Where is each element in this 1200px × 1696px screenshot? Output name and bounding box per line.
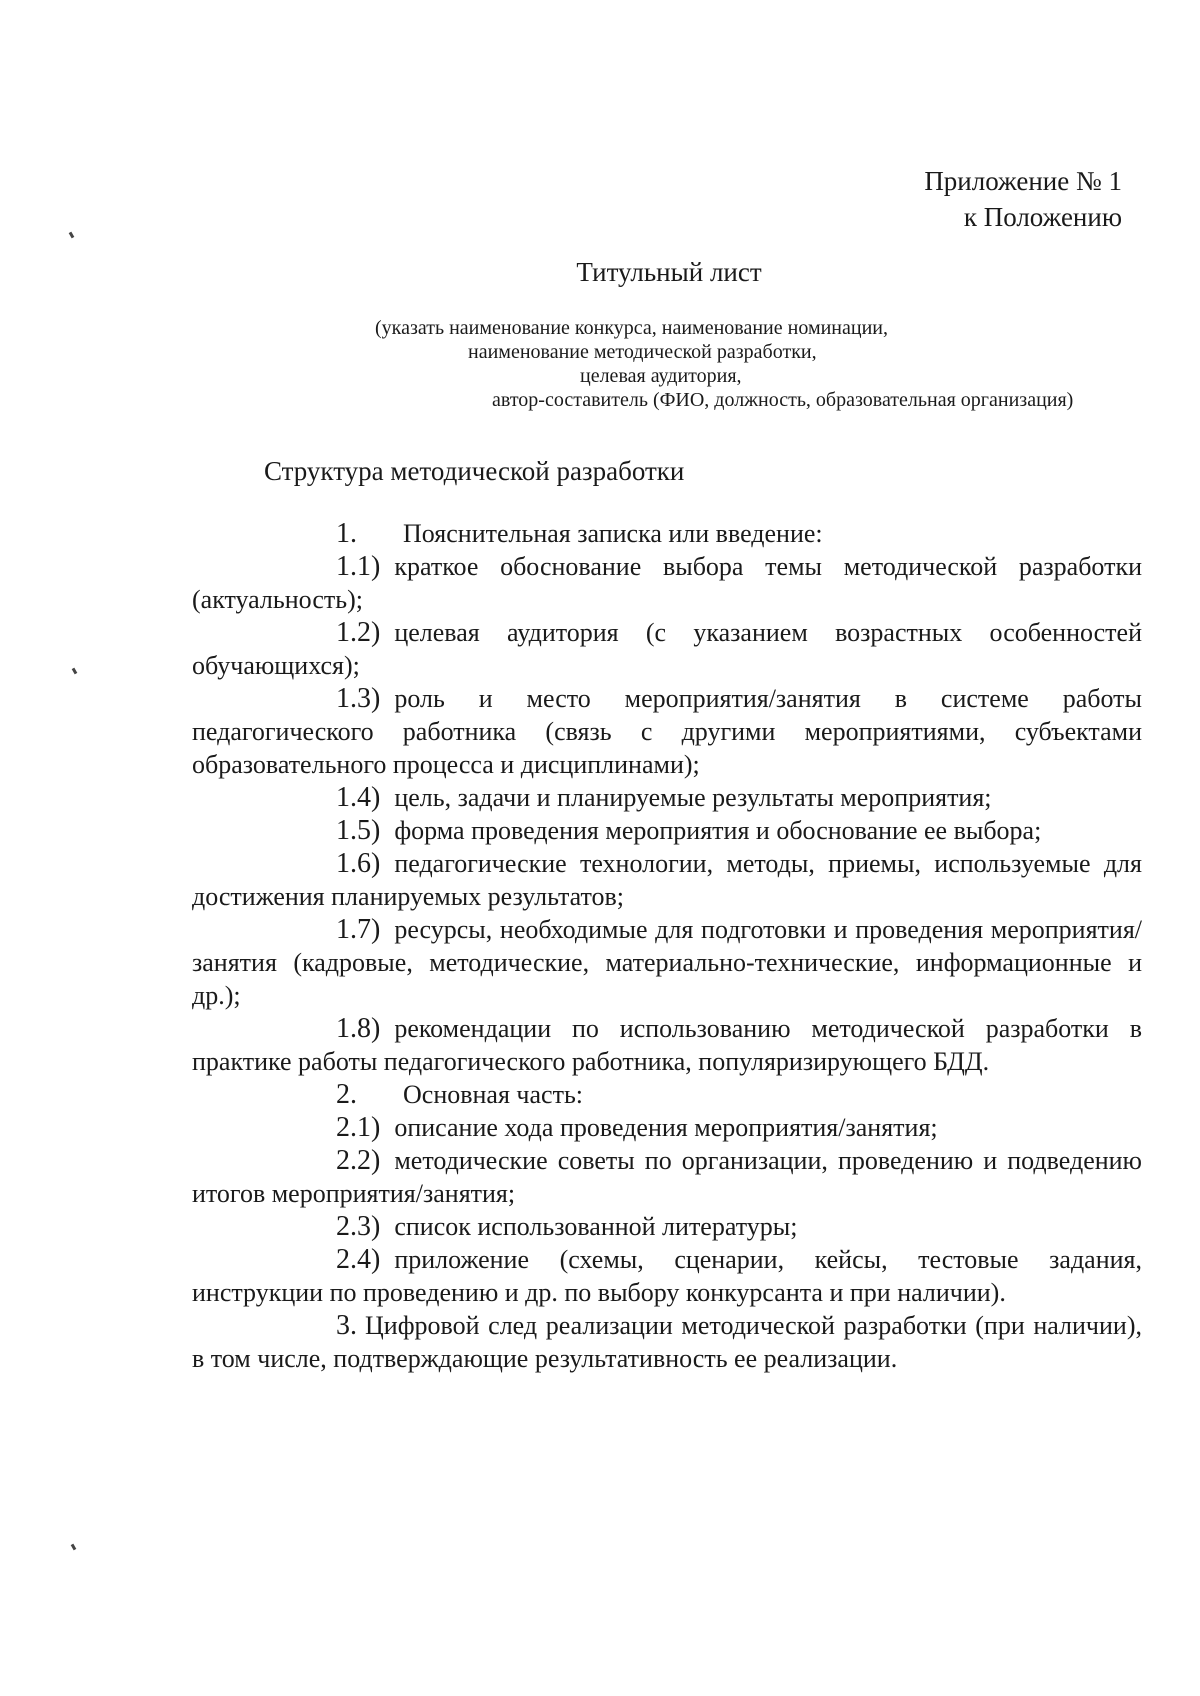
list-item bbox=[192, 1144, 1142, 1210]
list-item bbox=[192, 1309, 1142, 1375]
list-item bbox=[192, 913, 1142, 1012]
item-number: 1.2) bbox=[336, 617, 381, 648]
item-number: 1.1) bbox=[336, 551, 381, 582]
item-number: 1.4) bbox=[336, 782, 381, 813]
item-text: рекомендации по использованию методической разработки в практике работы педагогического работника, популяризирующего БДД. bbox=[192, 1014, 1142, 1076]
item-number: 2.2) bbox=[336, 1145, 381, 1176]
list-item bbox=[192, 781, 1142, 814]
item-number: 1.8) bbox=[336, 1013, 381, 1044]
item-number: 2.1) bbox=[336, 1112, 381, 1143]
list-item bbox=[192, 814, 1142, 847]
scan-speck bbox=[71, 1544, 77, 1551]
item-number: 3. bbox=[336, 1310, 357, 1341]
item-text: роль и место мероприятия/занятия в системе работы педагогического работника (связь с другими мероприятиями, субъектами образовательного процесса и дисциплинами); bbox=[192, 684, 1142, 779]
list-item bbox=[192, 1243, 1142, 1309]
list-item bbox=[192, 682, 1142, 781]
item-text: форма проведения мероприятия и обоснование ее выбора; bbox=[394, 816, 1042, 845]
item-text: цель, задачи и планируемые результаты мероприятия; bbox=[394, 783, 992, 812]
instruction-line: наименование методической разработки, bbox=[468, 341, 817, 363]
structure-heading: Структура методической разработки bbox=[264, 456, 685, 486]
item-number: 1.6) bbox=[336, 848, 381, 879]
list-item bbox=[192, 1111, 1142, 1144]
appendix-reference: к Положению bbox=[963, 202, 1122, 232]
scan-speck bbox=[72, 668, 78, 675]
item-text: методические советы по организации, проведению и подведению итогов мероприятия/занятия; bbox=[192, 1146, 1142, 1208]
item-text: ресурсы, необходимые для подготовки и проведения мероприятия/занятия (кадровые, методические, материально-технические, информационные и др.); bbox=[192, 915, 1142, 1010]
item-text: целевая аудитория (с указанием возрастных особенностей обучающихся); bbox=[192, 618, 1142, 680]
instruction-line: автор-составитель (ФИО, должность, образовательная организация) bbox=[492, 389, 1074, 411]
item-text: Пояснительная записка или введение: bbox=[403, 519, 823, 548]
item-text: педагогические технологии, методы, приемы, используемые для достижения планируемых результатов; bbox=[192, 849, 1142, 911]
item-number: 1. bbox=[336, 518, 357, 549]
list-item bbox=[192, 616, 1142, 682]
item-text: Цифровой след реализации методической разработки (при наличии), в том числе, подтверждающие результативность ее реализации. bbox=[192, 1311, 1142, 1373]
item-text: Основная часть: bbox=[403, 1080, 584, 1109]
item-number: 1.7) bbox=[336, 914, 381, 945]
item-number: 2. bbox=[336, 1079, 357, 1110]
list-item bbox=[192, 1210, 1142, 1243]
item-text: краткое обоснование выбора темы методической разработки (актуальность); bbox=[192, 552, 1142, 614]
list-item bbox=[192, 517, 1142, 550]
item-number: 1.3) bbox=[336, 683, 381, 714]
list-item bbox=[192, 550, 1142, 616]
instruction-line: целевая аудитория, bbox=[580, 365, 742, 387]
list-item bbox=[192, 1078, 1142, 1111]
list-item bbox=[192, 847, 1142, 913]
instruction-line: (указать наименование конкурса, наименование номинации, bbox=[375, 317, 888, 339]
item-text: список использованной литературы; bbox=[394, 1212, 798, 1241]
page-title: Титульный лист bbox=[576, 257, 762, 287]
structure-list bbox=[192, 517, 1142, 1375]
list-item bbox=[192, 1012, 1142, 1078]
appendix-number: Приложение № 1 bbox=[924, 166, 1122, 196]
item-number: 1.5) bbox=[336, 815, 381, 846]
title-page-instructions bbox=[375, 316, 1073, 412]
appendix-header bbox=[924, 163, 1122, 235]
scan-speck bbox=[69, 232, 75, 239]
item-text: приложение (схемы, сценарии, кейсы, тестовые задания, инструкции по проведению и др. по выбору конкурсанта и при наличии). bbox=[192, 1245, 1142, 1307]
item-number: 2.4) bbox=[336, 1244, 381, 1275]
item-text: описание хода проведения мероприятия/занятия; bbox=[394, 1113, 938, 1142]
item-number: 2.3) bbox=[336, 1211, 381, 1242]
